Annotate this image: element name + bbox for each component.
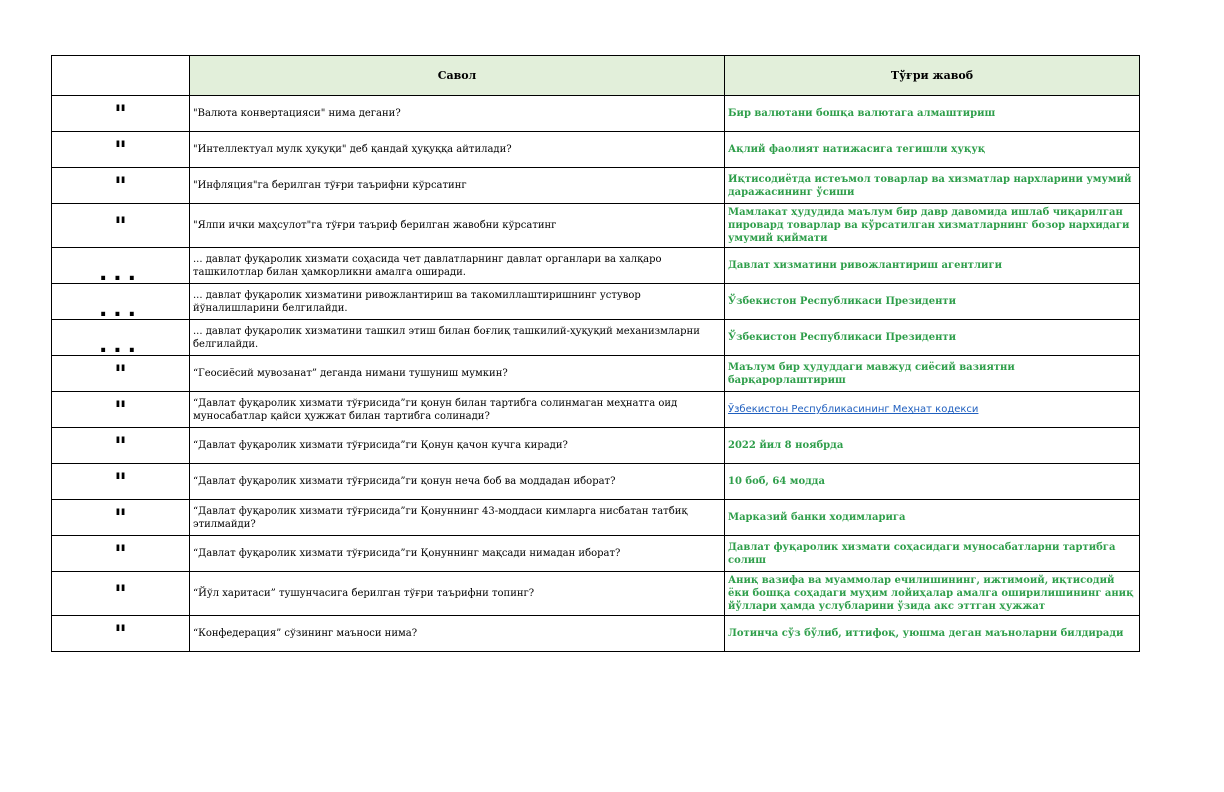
table-row: [52, 616, 1140, 652]
table-body: [52, 96, 1140, 652]
table-row: [52, 572, 1140, 616]
table-row: [52, 248, 1140, 284]
question-cell: ... давлат фуқаролик хизмати соҳасида чет давлатларнинг давлат органлари ва халқаро ташкилотлар билан ҳамкорликни амалга оширади.: [190, 248, 725, 284]
question-cell: “Конфедерация” сўзининг маъноси нима?: [190, 616, 725, 652]
row-marker: ...: [52, 284, 190, 320]
answer-cell: Иқтисодиётда истеъмол товарлар ва хизматлар нархларини умумий даражасининг ўсиши: [725, 168, 1140, 204]
question-cell: ... давлат фуқаролик хизматини ташкил этиш билан боғлиқ ташкилий-ҳуқуқий механизмларни белгилайди.: [190, 320, 725, 356]
header-blank-cell: [52, 56, 190, 96]
answer-cell: Бир валютани бошқа валютага алмаштириш: [725, 96, 1140, 132]
row-marker: ": [52, 428, 190, 464]
table-row: [52, 536, 1140, 572]
question-cell: "Валюта конвертацияси" нима дегани?: [190, 96, 725, 132]
question-cell: “Давлат фуқаролик хизмати тўғрисида”ги қонун неча боб ва моддадан иборат?: [190, 464, 725, 500]
row-marker: ": [52, 356, 190, 392]
question-cell: "Интеллектуал мулк ҳуқуқи" деб қандай ҳуқуққа айтилади?: [190, 132, 725, 168]
row-marker: ...: [52, 320, 190, 356]
answer-cell: Ақлий фаолият натижасига тегишли ҳуқуқ: [725, 132, 1140, 168]
row-marker: ": [52, 464, 190, 500]
row-marker: ": [52, 572, 190, 616]
table-row: [52, 356, 1140, 392]
answer-cell: Марказий банки ходимларига: [725, 500, 1140, 536]
table-row: [52, 132, 1140, 168]
table-row: [52, 204, 1140, 248]
answer-cell: Аниқ вазифа ва муаммолар ечилишининг, ижтимоий, иқтисодий ёки бошқа соҳадаги муҳим лойиҳалар амалга оширилишининг аниқ йўллари ҳамда услубларини ўзида акс эттган ҳужжат: [725, 572, 1140, 616]
table-header-row: [52, 56, 1140, 96]
question-cell: “Давлат фуқаролик хизмати тўғрисида”ги қонун билан тартибга солинмаган меҳнатга оид муносабатлар қайси ҳужжат билан тартибга солинади?: [190, 392, 725, 428]
row-marker: ...: [52, 248, 190, 284]
table-row: [52, 500, 1140, 536]
table-row: [52, 392, 1140, 428]
answer-cell: 2022 йил 8 ноябрда: [725, 428, 1140, 464]
row-marker: ": [52, 500, 190, 536]
question-cell: “Давлат фуқаролик хизмати тўғрисида”ги Қонуннинг 43-моддаси кимларга нисбатан татбиқ этилмайди?: [190, 500, 725, 536]
question-cell: “Давлат фуқаролик хизмати тўғрисида”ги Қонуннинг мақсади нимадан иборат?: [190, 536, 725, 572]
answer-cell: Мамлакат ҳудудида маълум бир давр давомида ишлаб чиқарилган пировард товарлар ва кўрсатилган хизматларнинг бозор нархидаги умумий қиймати: [725, 204, 1140, 248]
question-cell: “Давлат фуқаролик хизмати тўғрисида”ги Қонун қачон кучга киради?: [190, 428, 725, 464]
question-cell: ... давлат фуқаролик хизматини ривожлантириш ва такомиллаштиришнинг устувор йўналишларини белгилайди.: [190, 284, 725, 320]
answer-cell: 10 боб, 64 модда: [725, 464, 1140, 500]
answer-cell: Ўзбекистон Республикаси Президенти: [725, 284, 1140, 320]
question-cell: "Инфляция"га берилган тўғри таърифни кўрсатинг: [190, 168, 725, 204]
answer-cell: Давлат хизматини ривожлантириш агентлиги: [725, 248, 1140, 284]
row-marker: ": [52, 168, 190, 204]
question-cell: “Геосиёсий мувозанат” деганда нимани тушуниш мумкин?: [190, 356, 725, 392]
answer-link[interactable]: Ўзбекистон Республикасининг Меҳнат кодекси: [725, 392, 1140, 428]
question-cell: "Ялпи ички маҳсулот"га тўғри таъриф берилган жавобни кўрсатинг: [190, 204, 725, 248]
answer-cell: Ўзбекистон Республикаси Президенти: [725, 320, 1140, 356]
row-marker: ": [52, 96, 190, 132]
table-row: [52, 284, 1140, 320]
row-marker: ": [52, 204, 190, 248]
table-row: [52, 320, 1140, 356]
answer-cell: Лотинча сўз бўлиб, иттифоқ, уюшма деган маъноларни билдиради: [725, 616, 1140, 652]
row-marker: ": [52, 616, 190, 652]
table-row: [52, 464, 1140, 500]
header-question: Савол: [190, 56, 725, 96]
row-marker: ": [52, 392, 190, 428]
table-row: [52, 428, 1140, 464]
row-marker: ": [52, 132, 190, 168]
header-answer: Тўғри жавоб: [725, 56, 1140, 96]
table-row: [52, 168, 1140, 204]
questions-table: [51, 55, 1140, 652]
table-row: [52, 96, 1140, 132]
question-cell: “Йўл харитаси” тушунчасига берилган тўғри таърифни топинг?: [190, 572, 725, 616]
row-marker: ": [52, 536, 190, 572]
answer-cell: Маълум бир ҳудуддаги мавжуд сиёсий вазиятни барқарорлаштириш: [725, 356, 1140, 392]
answer-cell: Давлат фуқаролик хизмати соҳасидаги муносабатларни тартибга солиш: [725, 536, 1140, 572]
